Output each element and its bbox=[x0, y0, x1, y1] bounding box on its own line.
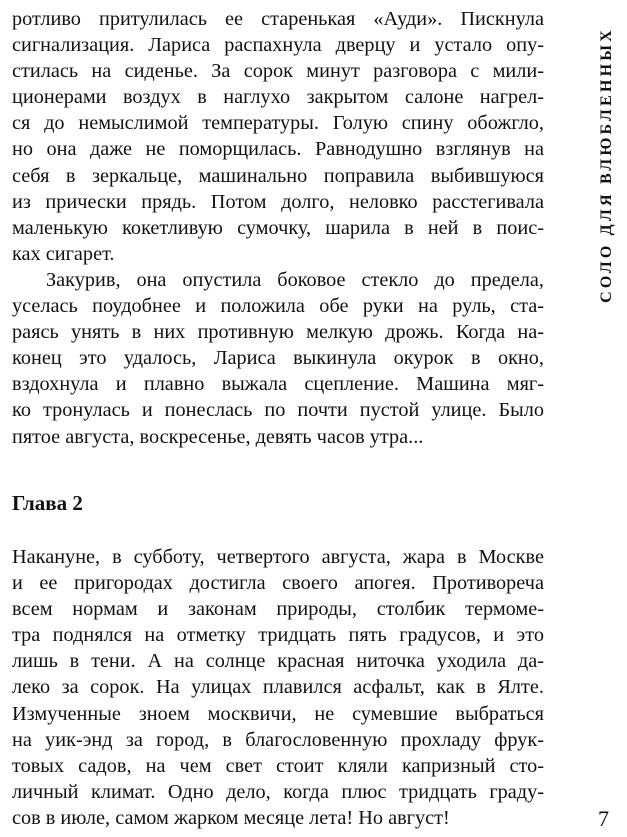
text-line: сов в июле, самом жарком месяце лета! Но август! bbox=[12, 806, 450, 829]
text-line: личный климат. Одно дело, когда плюс тридцать граду- bbox=[12, 780, 544, 803]
chapter-body bbox=[12, 544, 544, 831]
text-line: сигнализация. Лариса распахнула дверцу и устало опу- bbox=[12, 34, 544, 57]
paragraph-3 bbox=[12, 544, 544, 831]
chapter-heading: Глава 2 bbox=[12, 491, 83, 515]
text-line: ротливо притулилась ее старенькая «Ауди». Пискнула bbox=[12, 8, 544, 30]
text-line: тра поднялся на отметку тридцать пять градусов, и это bbox=[12, 624, 544, 647]
text-line: на уик-энд за город, в благословенную прохладу фрук- bbox=[12, 728, 544, 751]
text-line: и ее пригородах достигла своего апогея. Противореча bbox=[12, 572, 544, 595]
paragraph-2 bbox=[12, 267, 544, 450]
text-line: пятое августа, воскресенье, девять часов утра... bbox=[12, 425, 424, 448]
text-line: маленькую кокетливую сумочку, шарила в ней в поис- bbox=[12, 216, 544, 239]
text-line: леко за сорок. На улицах плавился асфальт, как в Ялте. bbox=[12, 676, 544, 699]
text-line: Закурив, она опустила боковое стекло до предела, bbox=[46, 268, 544, 291]
text-line: ционерами воздух в наглухо закрытом салоне нагрел- bbox=[12, 86, 544, 109]
page-text-block bbox=[12, 6, 544, 450]
text-line: всем нормам и законам природы, столбик термоме- bbox=[12, 598, 544, 621]
text-line: из прически прядь. Потом долго, неловко расстегивала bbox=[12, 190, 544, 213]
text-line: Накануне, в субботу, четвертого августа, жара в Москве bbox=[12, 546, 544, 568]
text-line: лишь в тени. А на солнце красная ниточка уходила да- bbox=[12, 650, 544, 673]
text-line: себя в зеркальце, машинально поправила выбившуюся bbox=[12, 164, 544, 187]
page-number: 7 bbox=[598, 806, 609, 831]
paragraph-1 bbox=[12, 6, 544, 267]
text-line: ся до немыслимой температуры. Голую спину обожгло, bbox=[12, 112, 544, 135]
text-line: стилась на сиденье. За сорок минут разговора с мили- bbox=[12, 60, 544, 83]
text-line: раясь унять в них противную мелкую дрожь. Когда на- bbox=[12, 321, 544, 344]
text-line: товых садов, на чем свет стоит кляли капризный сто- bbox=[12, 754, 544, 777]
text-line: конец это удалось, Лариса выкинула окурок в окно, bbox=[12, 347, 544, 370]
text-line: вздохнула и плавно выжала сцепление. Машина мяг- bbox=[12, 373, 544, 396]
text-line: Измученные зноем москвичи, не сумевшие выбраться bbox=[12, 702, 544, 725]
text-line: ках сигарет. bbox=[12, 242, 115, 265]
running-title bbox=[596, 10, 618, 320]
text-line: но она даже не поморщилась. Равнодушно взглянув на bbox=[12, 138, 544, 161]
running-title-text: СОЛО ДЛЯ ВЛЮБЛЕННЫХ bbox=[598, 27, 616, 303]
text-line: ко тронулась и понеслась по почти пустой улице. Было bbox=[12, 399, 544, 422]
text-line: уселась поудобнее и положила обе руки на руль, ста- bbox=[12, 295, 544, 318]
